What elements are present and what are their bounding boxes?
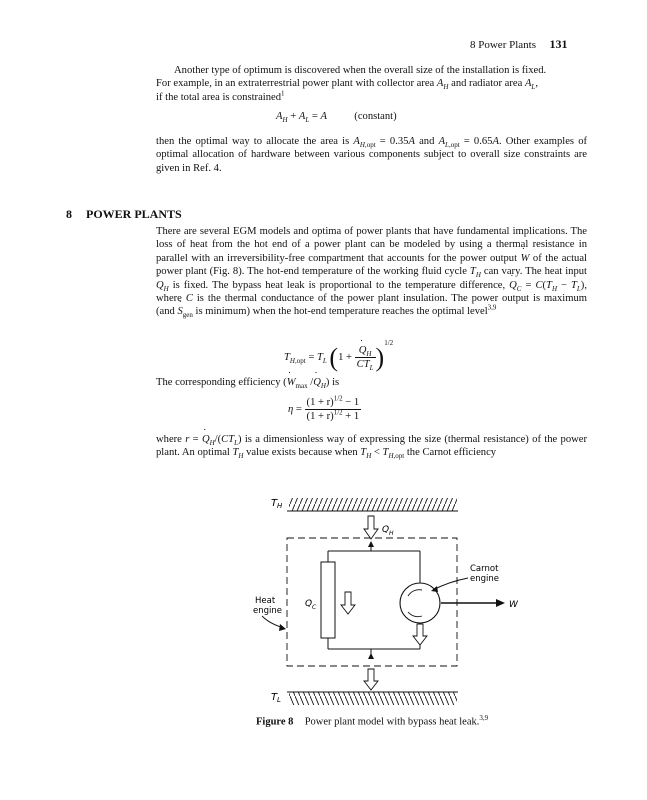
page-number: 131 bbox=[549, 37, 568, 51]
w-label: W bbox=[509, 600, 518, 610]
heat-engine-leader-arrow-icon bbox=[279, 624, 286, 631]
th-label: T bbox=[271, 498, 278, 509]
ql-output-arrow-icon bbox=[364, 669, 378, 690]
equation-efficiency: η = $\frac{(1 + r)^{1/2} - 1}{(1 + r)^{1/2} + 1}$ bbox=[288, 394, 360, 422]
header-section: 8 Power Plants bbox=[470, 39, 536, 51]
equation-optimal-temperature: $T_{H,opt} = T_L$ (1 + ˙ $\frac{Q_H}{CT_L}$ )$^{1/2}$ bbox=[284, 344, 393, 371]
qh-input-arrow-icon bbox=[364, 516, 378, 539]
carnot-label-line2: engine bbox=[470, 574, 499, 584]
thermal-resistance bbox=[321, 562, 335, 638]
qc-engine-arrow-icon bbox=[413, 624, 427, 645]
qc-arrow-icon bbox=[341, 592, 355, 614]
cold-reservoir bbox=[271, 692, 458, 705]
junction-arrow-icon bbox=[368, 653, 374, 659]
paragraph-1: Another type of optimum is discovered when the overall size of the installation is fixed. For example, in an extraterrestrial power plant with collector area $A_H$ and radiator area $A_L$, if the total area is constrained$^1$ bbox=[156, 65, 547, 103]
caption-ref: 3,9 bbox=[479, 714, 489, 722]
paragraph-2: then the optimal way to allocate the area is $A_{H,opt} = 0.35A$ and $A_{L,opt} = 0.65A$. Other examples of optimal allocation of hardware between various components subject to overall size constraints are given in Ref. 4. bbox=[156, 136, 588, 174]
caption-label: Figure 8 bbox=[256, 716, 294, 728]
th-subscript: H bbox=[277, 502, 283, 510]
paragraph-3: There are several EGM models and optima of power plants that have fundamental implications. The loss of heat from the hot end of a power plant can be modeled by using a thermal resistance in parallel with an irreversibility-free compartment that accounts for the power output ˙ W of the actual power plant (Fig. 8). The hot-end temperature of the working fluid cycle $T_H$ can vary. The heat input ˙ $Q_H$ is fixed. The bypass heat leak is proportional to the temperature difference, ˙ $Q_C = C(T_H - T_L)$, where C is the thermal conductance of the power plant insulation. The power output is maximum (and ˙ $S_{gen}$ is minimum) when the hot-end temperature reaches the optimal level$^{3,9}$ bbox=[156, 225, 587, 319]
hot-reservoir bbox=[271, 498, 458, 511]
equation-area-constraint: $A_H + A_L = A$ (constant) bbox=[276, 111, 397, 125]
qc-subscript: C bbox=[312, 604, 317, 611]
carnot-leader-line bbox=[433, 578, 468, 590]
paragraph-4: The corresponding efficiency (˙ $W_{max}$ /˙ $Q_H$) is bbox=[156, 376, 587, 389]
heat-engine-label-line2: engine bbox=[253, 606, 282, 616]
tl-subscript: L bbox=[277, 696, 281, 704]
qc-label: Q bbox=[305, 599, 313, 609]
paragraph-5: where r = ˙ $Q_H/(CT_L)$ is a dimensionless way of expressing the size (thermal resistance) of the power plant. An optimal $T_H$ value exists because when $T_H < T_{H,opt}$ the Carnot efficiency bbox=[156, 433, 587, 460]
work-arrow-icon bbox=[496, 599, 505, 607]
carnot-label-line1: Carnot bbox=[470, 564, 499, 574]
heat-engine-label-line1: Heat bbox=[255, 596, 276, 606]
qh-subscript: H bbox=[389, 530, 394, 537]
tl-label: T bbox=[271, 692, 278, 703]
section-title: POWER PLANTS bbox=[86, 207, 182, 221]
qh-label: Q bbox=[382, 525, 390, 535]
caption-text: Power plant model with bypass heat leak. bbox=[304, 716, 480, 728]
junction-arrow-top-icon bbox=[368, 541, 374, 547]
section-number: 8 bbox=[66, 207, 72, 221]
figure-caption bbox=[256, 714, 488, 728]
